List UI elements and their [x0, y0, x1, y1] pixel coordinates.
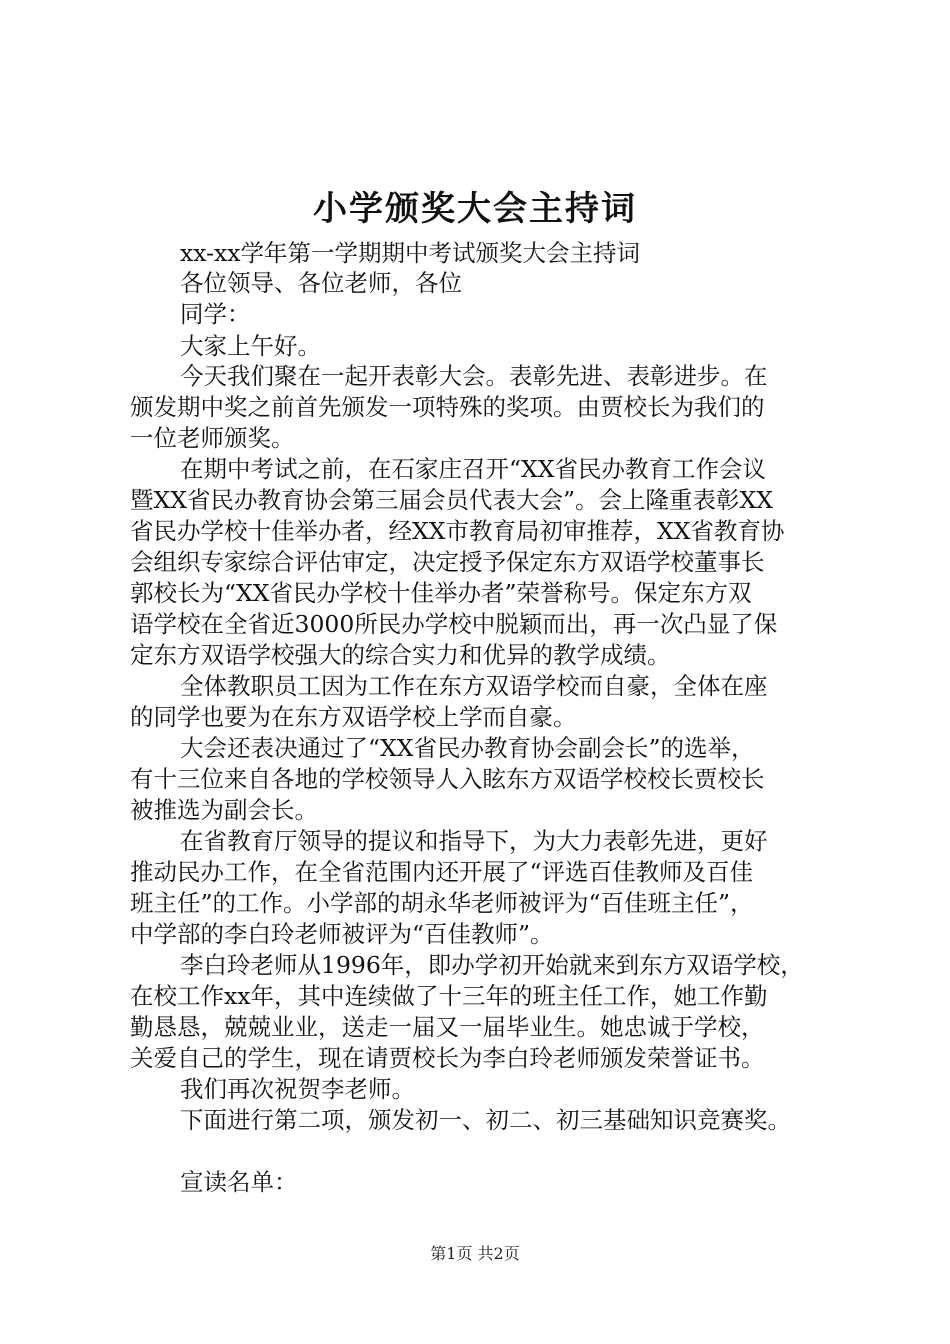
paragraph-line: 暨XX省民办教育协会第三届会员代表大会”。会上隆重表彰XX — [130, 486, 773, 514]
paragraph-line: 下面进行第二项，颁发初一、初二、初三基础知识竞赛奖。 — [180, 1106, 791, 1134]
paragraph-line: 同学： — [180, 300, 251, 328]
paragraph-line: 中学部的李白玲老师被评为“百佳教师”。 — [130, 920, 554, 948]
paragraph-line: 有十三位来自各地的学校领导人入眩东方双语学校校长贾校长 — [130, 765, 765, 793]
paragraph-line: 我们再次祝贺李老师。 — [180, 1075, 415, 1103]
paragraph-line: 定东方双语学校强大的综合实力和优异的教学成绩。 — [130, 641, 671, 669]
paragraph-line: 各位领导、各位老师，各位 — [180, 269, 462, 297]
paragraph-line: 班主任”的工作。小学部的胡永华老师被评为“百佳班主任”， — [130, 889, 754, 917]
paragraph-line: 一位老师颁奖。 — [130, 424, 295, 452]
paragraph-line: 关爱自己的学生，现在请贾校长为李白玲老师颁发荣誉证书。 — [130, 1044, 765, 1072]
paragraph-line: 语学校在全省近3000所民办学校中脱颖而出，再一次凸显了保 — [130, 610, 778, 638]
paragraph-line: 大会还表决通过了“XX省民办教育协会副会长”的选举， — [180, 734, 755, 762]
paragraph-line: 在校工作xx年，其中连续做了十三年的班主任工作，她工作勤 — [130, 982, 768, 1010]
paragraph-line: 会组织专家综合评估审定，决定授予保定东方双语学校董事长 — [130, 548, 765, 576]
paragraph-line: 郭校长为“XX省民办学校十佳举办者”荣誉称号。保定东方双 — [130, 579, 752, 607]
paragraph-line: 省民办学校十佳举办者，经XX市教育局初审推荐，XX省教育协 — [130, 517, 785, 545]
paragraph-line: 大家上午好。 — [180, 332, 321, 360]
paragraph-line: 在省教育厅领导的提议和指导下，为大力表彰先进，更好 — [180, 827, 768, 855]
paragraph-line: 被推选为副会长。 — [130, 796, 318, 824]
paragraph-line: 今天我们聚在一起开表彰大会。表彰先进、表彰进步。在 — [180, 362, 768, 390]
paragraph-line: 的同学也要为在东方双语学校上学而自豪。 — [130, 703, 577, 731]
page-number: 第1页 共2页 — [430, 1244, 520, 1263]
paragraph-line: 全体教职员工因为工作在东方双语学校而自豪，全体在座 — [180, 672, 768, 700]
paragraph-line: 勤恳恳，兢兢业业，送走一届又一届毕业生。她忠诚于学校， — [130, 1013, 765, 1041]
paragraph-line: 宣读名单： — [180, 1168, 298, 1196]
paragraph-line: 颁发期中奖之前首先颁发一项特殊的奖项。由贾校长为我们的 — [130, 393, 765, 421]
paragraph-line: 推动民办工作，在全省范围内还开展了“评选百佳教师及百佳 — [130, 858, 754, 886]
document-title: 小学颁奖大会主持词 — [313, 189, 637, 229]
paragraph-line: 在期中考试之前，在石家庄召开“XX省民办教育工作会议 — [180, 455, 766, 483]
subtitle-line: xx-xx学年第一学期期中考试颁奖大会主持词 — [180, 239, 641, 267]
paragraph-line: 李白玲老师从1996年，即办学初开始就来到东方双语学校， — [180, 951, 804, 979]
